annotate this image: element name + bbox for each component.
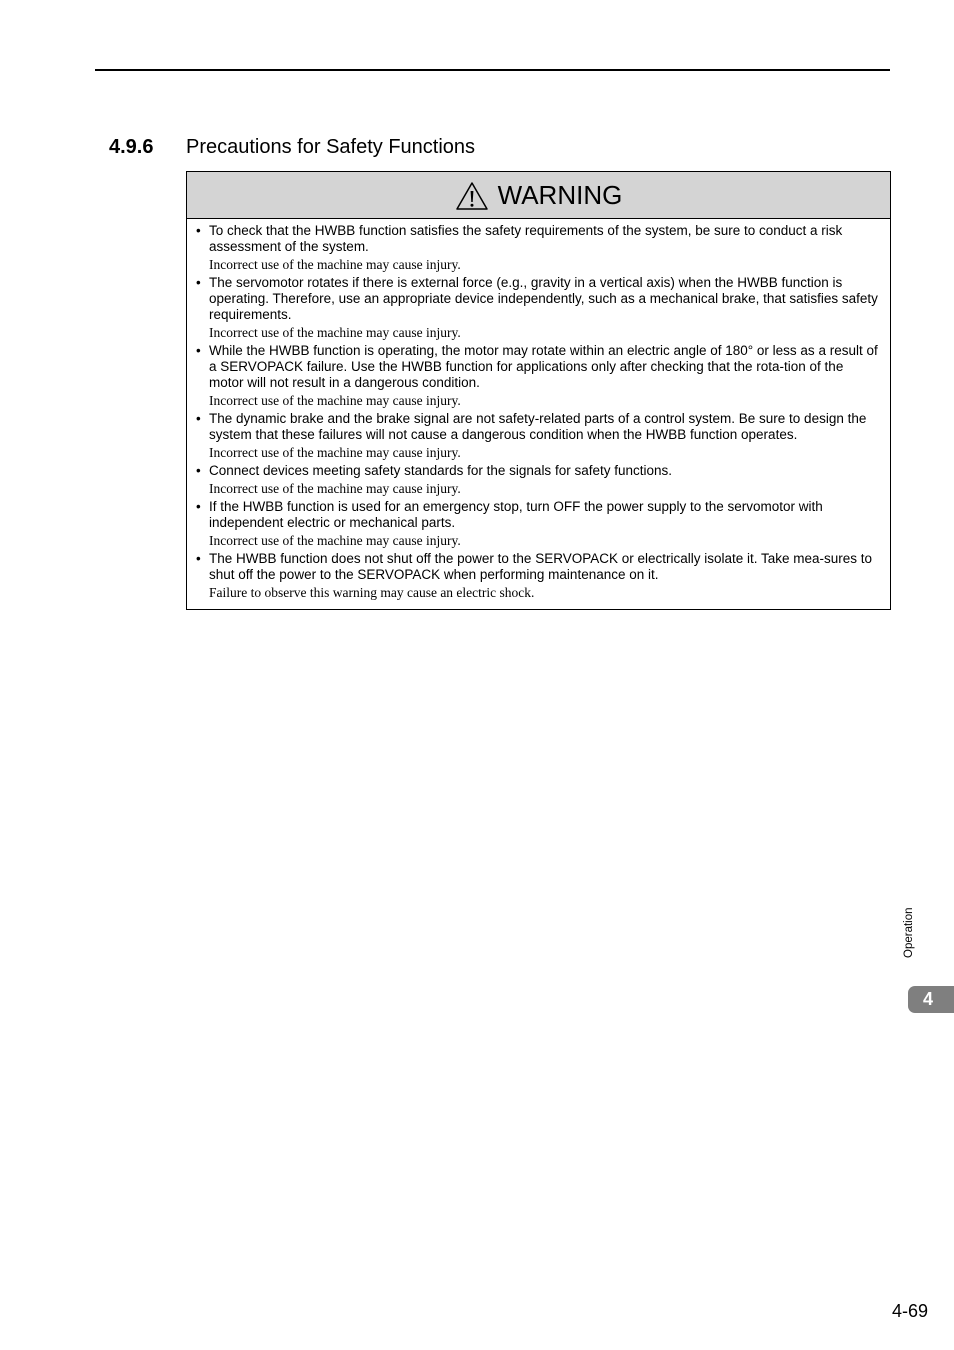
warning-consequence: Incorrect use of the machine may cause injury. <box>209 257 461 272</box>
warning-consequence: Failure to observe this warning may cause an electric shock. <box>209 585 535 600</box>
warning-text: To check that the HWBB function satisfies the safety requirements of the system, be sure to conduct a risk assessment of the system. <box>209 223 843 254</box>
bullet: • <box>196 551 201 566</box>
warning-item <box>187 343 880 410</box>
chapter-tab: 4 <box>908 986 954 1013</box>
warning-item <box>187 275 880 342</box>
warning-consequence: Incorrect use of the machine may cause injury. <box>209 533 461 548</box>
warning-header <box>187 172 890 219</box>
warning-item <box>187 411 880 462</box>
warning-box <box>186 171 891 610</box>
warning-consequence: Incorrect use of the machine may cause injury. <box>209 481 461 496</box>
warning-item <box>187 551 880 602</box>
page-number: 4-69 <box>892 1301 929 1321</box>
warning-consequence: Incorrect use of the machine may cause injury. <box>209 393 461 408</box>
bullet: • <box>196 411 201 426</box>
warning-item <box>187 223 880 274</box>
bullet: • <box>196 275 201 290</box>
warning-text: The servomotor rotates if there is external force (e.g., gravity in a vertical axis) when the HWBB function is operating. Therefore, use an appropriate device independently, such as a mechanical brake, that satisfies safety requirements. <box>209 275 878 322</box>
warning-consequence: Incorrect use of the machine may cause injury. <box>209 325 461 340</box>
warning-consequence: Incorrect use of the machine may cause injury. <box>209 445 461 460</box>
warning-item <box>187 499 880 550</box>
section-title: Precautions for Safety Functions <box>186 136 476 158</box>
warning-text: If the HWBB function is used for an emergency stop, turn OFF the power supply to the servomotor with independent electric or mechanical parts. <box>209 499 823 530</box>
section-number: 4.9.6 <box>109 136 154 158</box>
bullet: • <box>196 223 201 238</box>
warning-title: WARNING <box>497 180 623 210</box>
warning-text: The HWBB function does not shut off the power to the SERVOPACK or electrically isolate it. Take mea-sures to shut off the power to the SERVOPACK when performing maintenance on it. <box>209 551 873 582</box>
bullet: • <box>196 499 201 514</box>
bullet: • <box>196 463 201 478</box>
chapter-side-label: Operation <box>903 907 915 958</box>
warning-text: The dynamic brake and the brake signal are not safety-related parts of a control system. Be sure to design the system that these failures will not cause a dangerous condition when the HWBB function operates. <box>209 411 867 442</box>
warning-list <box>187 219 890 609</box>
warning-item <box>187 463 880 498</box>
section-heading <box>109 134 475 160</box>
warning-text: While the HWBB function is operating, the motor may rotate within an electric angle of 180° or less as a result of a SERVOPACK failure. Use the HWBB function for applications only after checking that the rota-tion of the motor will not result in a dangerous condition. <box>209 343 878 390</box>
bullet: • <box>196 343 201 358</box>
top-rule <box>95 69 890 71</box>
warning-text: Connect devices meeting safety standards for the signals for safety functions. <box>209 463 672 478</box>
warning-triangle-icon <box>455 181 489 211</box>
